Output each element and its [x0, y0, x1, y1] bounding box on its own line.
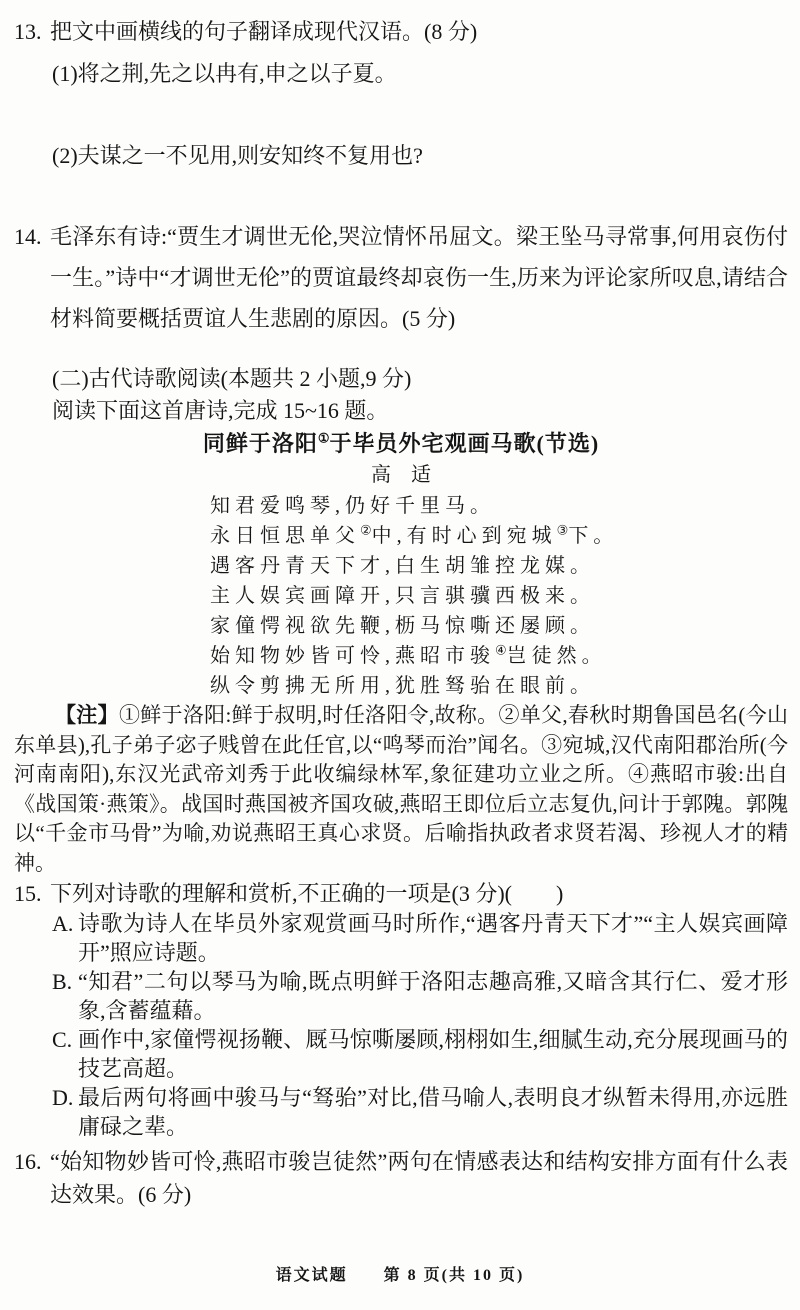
poem-line-text: 永日恒思单父 [210, 525, 360, 547]
footnote-marker-4: ④ [495, 642, 507, 658]
choice-c-label: C. [52, 1027, 73, 1052]
poem-line-6 [210, 641, 788, 671]
poem-line-text: 遇客丹青天下才,白生胡雏控龙媒。 [210, 555, 595, 577]
choice-b [14, 967, 788, 1025]
question-16 [14, 1145, 788, 1211]
poem-annotations [14, 701, 788, 878]
poem-line-text: 知君爱鸣琴,仍好千里马。 [210, 495, 495, 517]
choice-d [14, 1083, 788, 1141]
poem-line-text: 岂徒然。 [506, 645, 607, 667]
note-text: ①鲜于洛阳:鲜于叔明,时任洛阳令,故称。②单父,春秋时期鲁国邑名(今山东单县),孔子弟子宓子贱曾在此任官,以“鸣琴而治”闻名。③宛城,汉代南阳郡治所(今河南南阳),东汉光武帝刘秀于此收编绿林军,象征建功立业之所。④燕昭市骏:出自《战国策·燕策》。战国时燕国被齐国攻破,燕昭王即位后立志复仇,问计于郭隗。郭隗以“千金市马骨”为喻,劝说燕昭王真心求贤。后喻指执政者求贤若渴、珍视人才的精神。 [14, 703, 789, 875]
question-14-stem: 毛泽东有诗:“贾生才调世无伦,哭泣情怀吊屈文。梁王坠马寻常事,何用哀伤付一生。”诗中“才调世无伦”的贾谊最终却哀伤一生,历来为评论家所叹息,请结合材料简要概括贾谊人生悲剧的原因。(5 分) [50, 224, 788, 331]
choice-c-text: 画作中,家僮愕视扬鞭、厩马惊嘶屡顾,栩栩如生,细腻生动,充分展现画马的技艺高超。 [78, 1027, 788, 1081]
question-13-sub-1: (1)将之荆,先之以冉有,申之以子夏。 [52, 61, 397, 86]
reading-instruction: 阅读下面这首唐诗,完成 15~16 题。 [52, 398, 389, 423]
footnote-marker-1: ① [317, 430, 330, 446]
poem-line-1 [210, 491, 788, 521]
question-15-number: 15. [14, 881, 42, 906]
choice-a-text: 诗歌为诗人在毕员外家观赏画马时所作,“遇客丹青天下才”“主人娱宾画障开”照应诗题。 [78, 911, 788, 965]
section-2-heading: (二)古代诗歌阅读(本题共 2 小题,9 分) [52, 366, 412, 391]
choice-c [14, 1025, 788, 1083]
poem-line-5 [210, 611, 788, 641]
poem-line-text: 纵令剪拂无所用,犹胜驽骀在眼前。 [210, 675, 595, 697]
question-14-number: 14. [14, 224, 42, 249]
footnote-marker-2: ② [360, 522, 372, 538]
poem-title-text: 于毕员外宅观画马歌(节选) [329, 431, 600, 456]
question-15 [14, 878, 788, 909]
poem-body [210, 491, 788, 701]
poem-title [14, 427, 788, 461]
choice-b-text: “知君”二句以琴马为喻,既点明鲜于洛阳志趣高雅,又暗含其行仁、爱才形象,含蓄蕴藉。 [78, 969, 788, 1023]
question-13-sub-2: (2)夫谋之一不见用,则安知终不复用也? [52, 143, 423, 168]
poem-line-3 [210, 551, 788, 581]
poem-line-text: 主人娱宾画障开,只言骐骥西极来。 [210, 585, 595, 607]
poem-line-text: 下。 [568, 525, 619, 547]
poem-title-text: 同鲜于洛阳 [202, 431, 318, 456]
choice-d-text: 最后两句将画中骏马与“驽骀”对比,借马喻人,表明良才纵暂未得用,亦远胜庸碌之辈。 [78, 1085, 788, 1139]
question-13-stem: 把文中画横线的句子翻译成现代汉语。(8 分) [50, 19, 478, 44]
question-15-stem: 下列对诗歌的理解和赏析,不正确的一项是(3 分)( ) [50, 881, 564, 906]
question-16-number: 16. [14, 1149, 42, 1174]
note-label: 【注】 [55, 703, 119, 727]
choice-b-label: B. [52, 969, 73, 994]
poem-line-text: 始知物妙皆可怜,燕昭市骏 [210, 645, 495, 667]
question-13 [14, 16, 788, 48]
choice-d-label: D. [52, 1085, 74, 1110]
page-footer: 语文试题 第 8 页(共 10 页) [275, 1267, 525, 1284]
choice-a-label: A. [52, 911, 74, 936]
poem-line-text: 中,有时心到宛城 [371, 525, 557, 547]
poem-line-2 [210, 521, 788, 551]
choice-a [14, 909, 788, 967]
footnote-marker-3: ③ [556, 522, 569, 538]
question-13-number: 13. [14, 19, 42, 44]
poem-line-text: 家僮愕视欲先鞭,枥马惊嘶还屡顾。 [210, 615, 595, 637]
question-14 [14, 216, 788, 339]
question-16-stem: “始知物妙皆可怜,燕昭市骏岂徒然”两句在情感表达和结构安排方面有什么表达效果。(6 分) [50, 1149, 788, 1207]
poem-line-4 [210, 581, 788, 611]
poem-line-7 [210, 671, 788, 701]
poem-author: 高 适 [371, 464, 431, 486]
